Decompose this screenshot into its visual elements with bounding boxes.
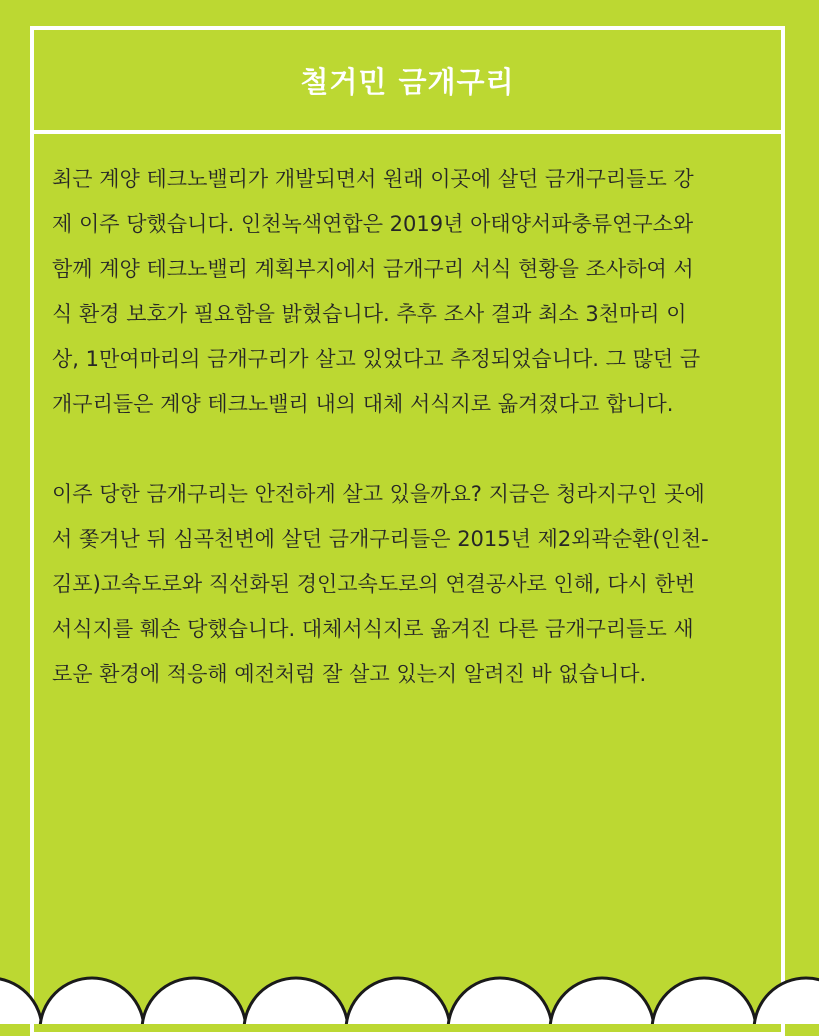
- body-text: [52, 157, 712, 697]
- title-bar: [34, 30, 781, 134]
- paragraph-1: 최근 계양 테크노밸리가 개발되면서 원래 이곳에 살던 금개구리들도 강제 이주 당했습니다. 인천녹색연합은 2019년 아태양서파충류연구소와 함께 계양 테크노밸리 계획부지에서 금개구리 서식 현황을 조사하여 서식 환경 보호가 필요함을 밝혔습니다. 추후 조사 결과 최소 3천마리 이상, 1만여마리의 금개구리가 살고 있었다고 추정되었습니다. 그 많던 금개구리들은 계양 테크노밸리 내의 대체 서식지로 옮겨졌다고 합니다.: [52, 167, 701, 416]
- scallop-border-decoration: [0, 968, 819, 1024]
- page-title: 철거민 금개구리: [300, 64, 515, 99]
- paragraph-2: 이주 당한 금개구리는 안전하게 살고 있을까요? 지금은 청라지구인 곳에서 쫓겨난 뒤 심곡천변에 살던 금개구리들은 2015년 제2외곽순환(인천-김포)고속도로와 직선화된 경인고속도로의 연결공사로 인해, 다시 한번 서식지를 훼손 당했습니다. 대체서식지로 옮겨진 다른 금개구리들도 새로운 환경에 적응해 예전처럼 잘 살고 있는지 알려진 바 없습니다.: [52, 482, 709, 686]
